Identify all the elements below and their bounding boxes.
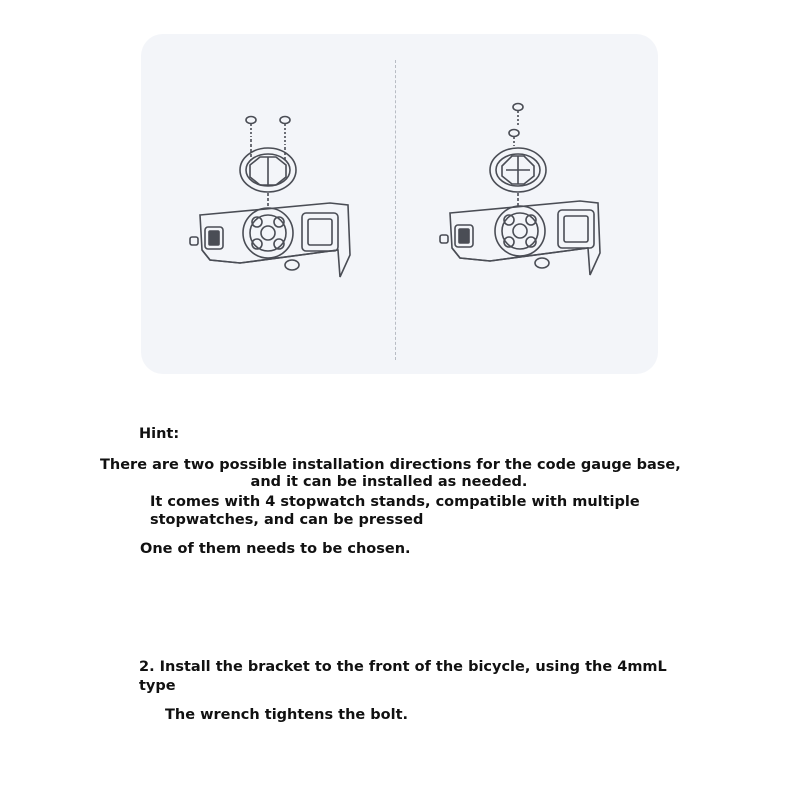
gauge-base [490, 148, 546, 192]
mount-diagram-left [180, 105, 370, 285]
hint-line-1: There are two possible installation directions for the code gauge base, [100, 457, 681, 473]
panel-divider [395, 60, 396, 360]
hint-line-3: It comes with 4 stopwatch stands, compatible with multiple [150, 494, 640, 510]
hint-line-2: and it can be installed as needed. [250, 474, 528, 490]
step2-line-3: The wrench tightens the bolt. [165, 707, 409, 723]
step2-line-2: type [139, 678, 176, 694]
hint-line-5: One of them needs to be chosen. [140, 541, 411, 557]
screw-icon [509, 130, 519, 147]
hint-line-4: stopwatches, and can be pressed [150, 512, 424, 528]
bracket-body [190, 203, 350, 277]
screw-icon [513, 104, 523, 127]
hint-heading: Hint: [139, 426, 180, 442]
step2-line-1: 2. Install the bracket to the front of the bicycle, using the 4mmL [139, 659, 667, 675]
gauge-base [240, 148, 296, 192]
screw-icon [246, 117, 256, 138]
bracket-body [440, 201, 600, 275]
mount-diagram-right [430, 98, 620, 283]
screw-icon [280, 117, 290, 146]
